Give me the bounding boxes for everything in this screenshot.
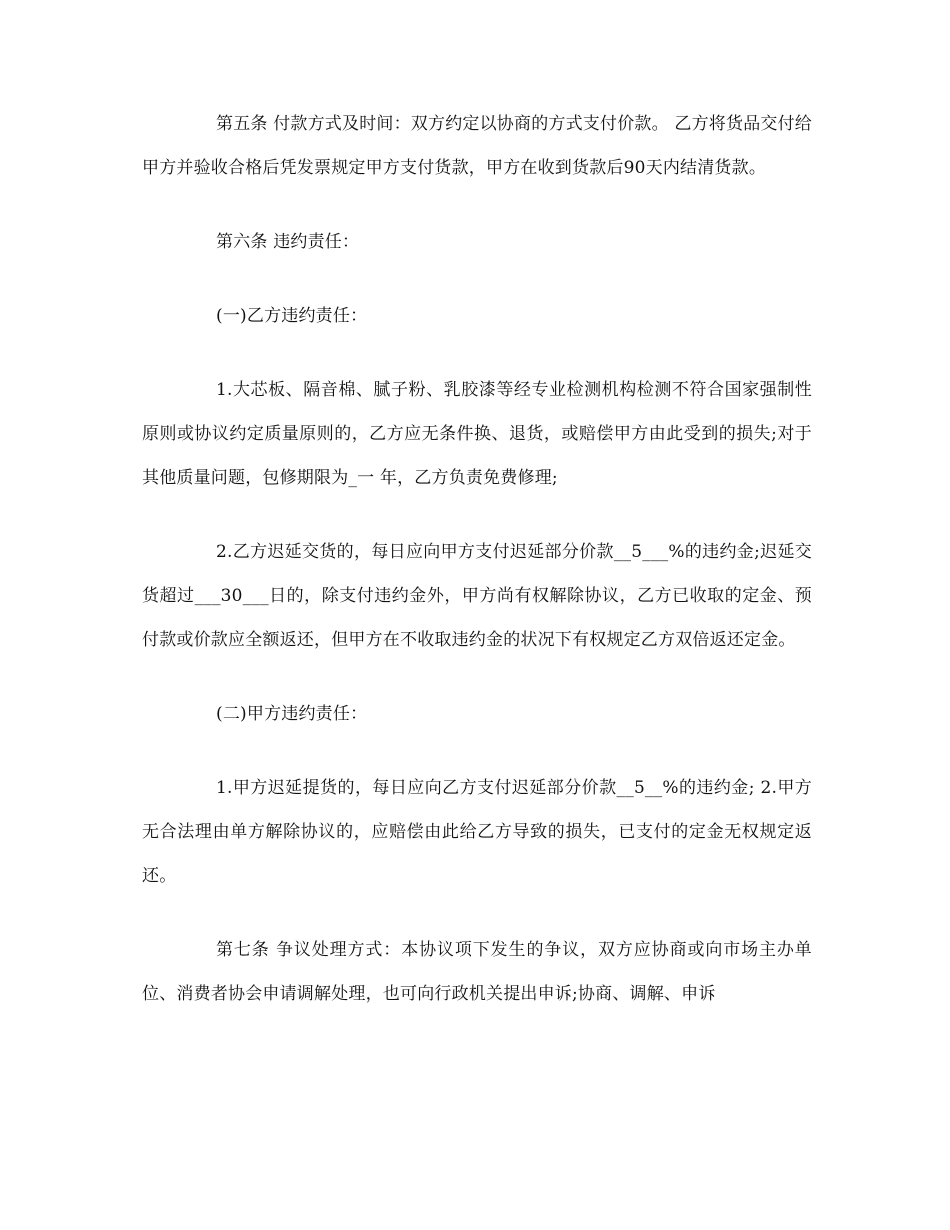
- paragraph-party-b-item-2: 2.乙方迟延交货的，每日应向甲方支付迟延部分价款__5___%的违约金;迟延交货超过___30___日的，除支付违约金外，甲方尚有权解除协议，乙方已收取的定金、预付款或价款应全额返还，但甲方在不收取违约金的状况下有权规定乙方双倍返还定金。: [142, 542, 812, 650]
- paragraph-party-b-liability-heading: (一)乙方违约责任：: [216, 306, 368, 326]
- paragraph-gap: [142, 662, 812, 692]
- paragraph-gap: [142, 500, 812, 530]
- paragraph-party-b-item-1: 1.大芯板、隔音棉、腻子粉、乳胶漆等经专业检测机构检测不符合国家强制性原则或协议约定质量原则的，乙方应无条件换、退货，或赔偿甲方由此受到的损失;对于其他质量问题，包修期限为_一 年，乙方负责免费修理;: [142, 380, 812, 488]
- paragraph-gap: [142, 264, 812, 294]
- paragraph-article-5: 第五条 付款方式及时间：双方约定以协商的方式支付价款。 乙方将货品交付给甲方并验收合格后凭发票规定甲方支付货款，甲方在收到货款后90天内结清货款。: [142, 114, 813, 178]
- paragraph-gap: [142, 190, 812, 220]
- paragraph-party-a-items: 1.甲方迟延提货的，每日应向乙方支付迟延部分价款__5__%的违约金; 2.甲方无合法理由单方解除协议的，应赔偿由此给乙方导致的损失，已支付的定金无权规定返还。: [142, 778, 812, 886]
- paragraph-party-a-liability-heading: (二)甲方违约责任：: [216, 704, 368, 724]
- paragraph-gap: [142, 736, 812, 766]
- paragraph-article-7: 第七条 争议处理方式：本协议项下发生的争议，双方应协商或向市场主办单位、消费者协会申请调解处理，也可向行政机关提出申诉;协商、调解、申诉: [142, 940, 812, 1004]
- paragraph-gap: [142, 898, 812, 928]
- paragraph-gap: [142, 338, 812, 368]
- paragraph-article-6-heading: 第六条 违约责任：: [216, 232, 360, 252]
- document-body: [142, 102, 812, 1016]
